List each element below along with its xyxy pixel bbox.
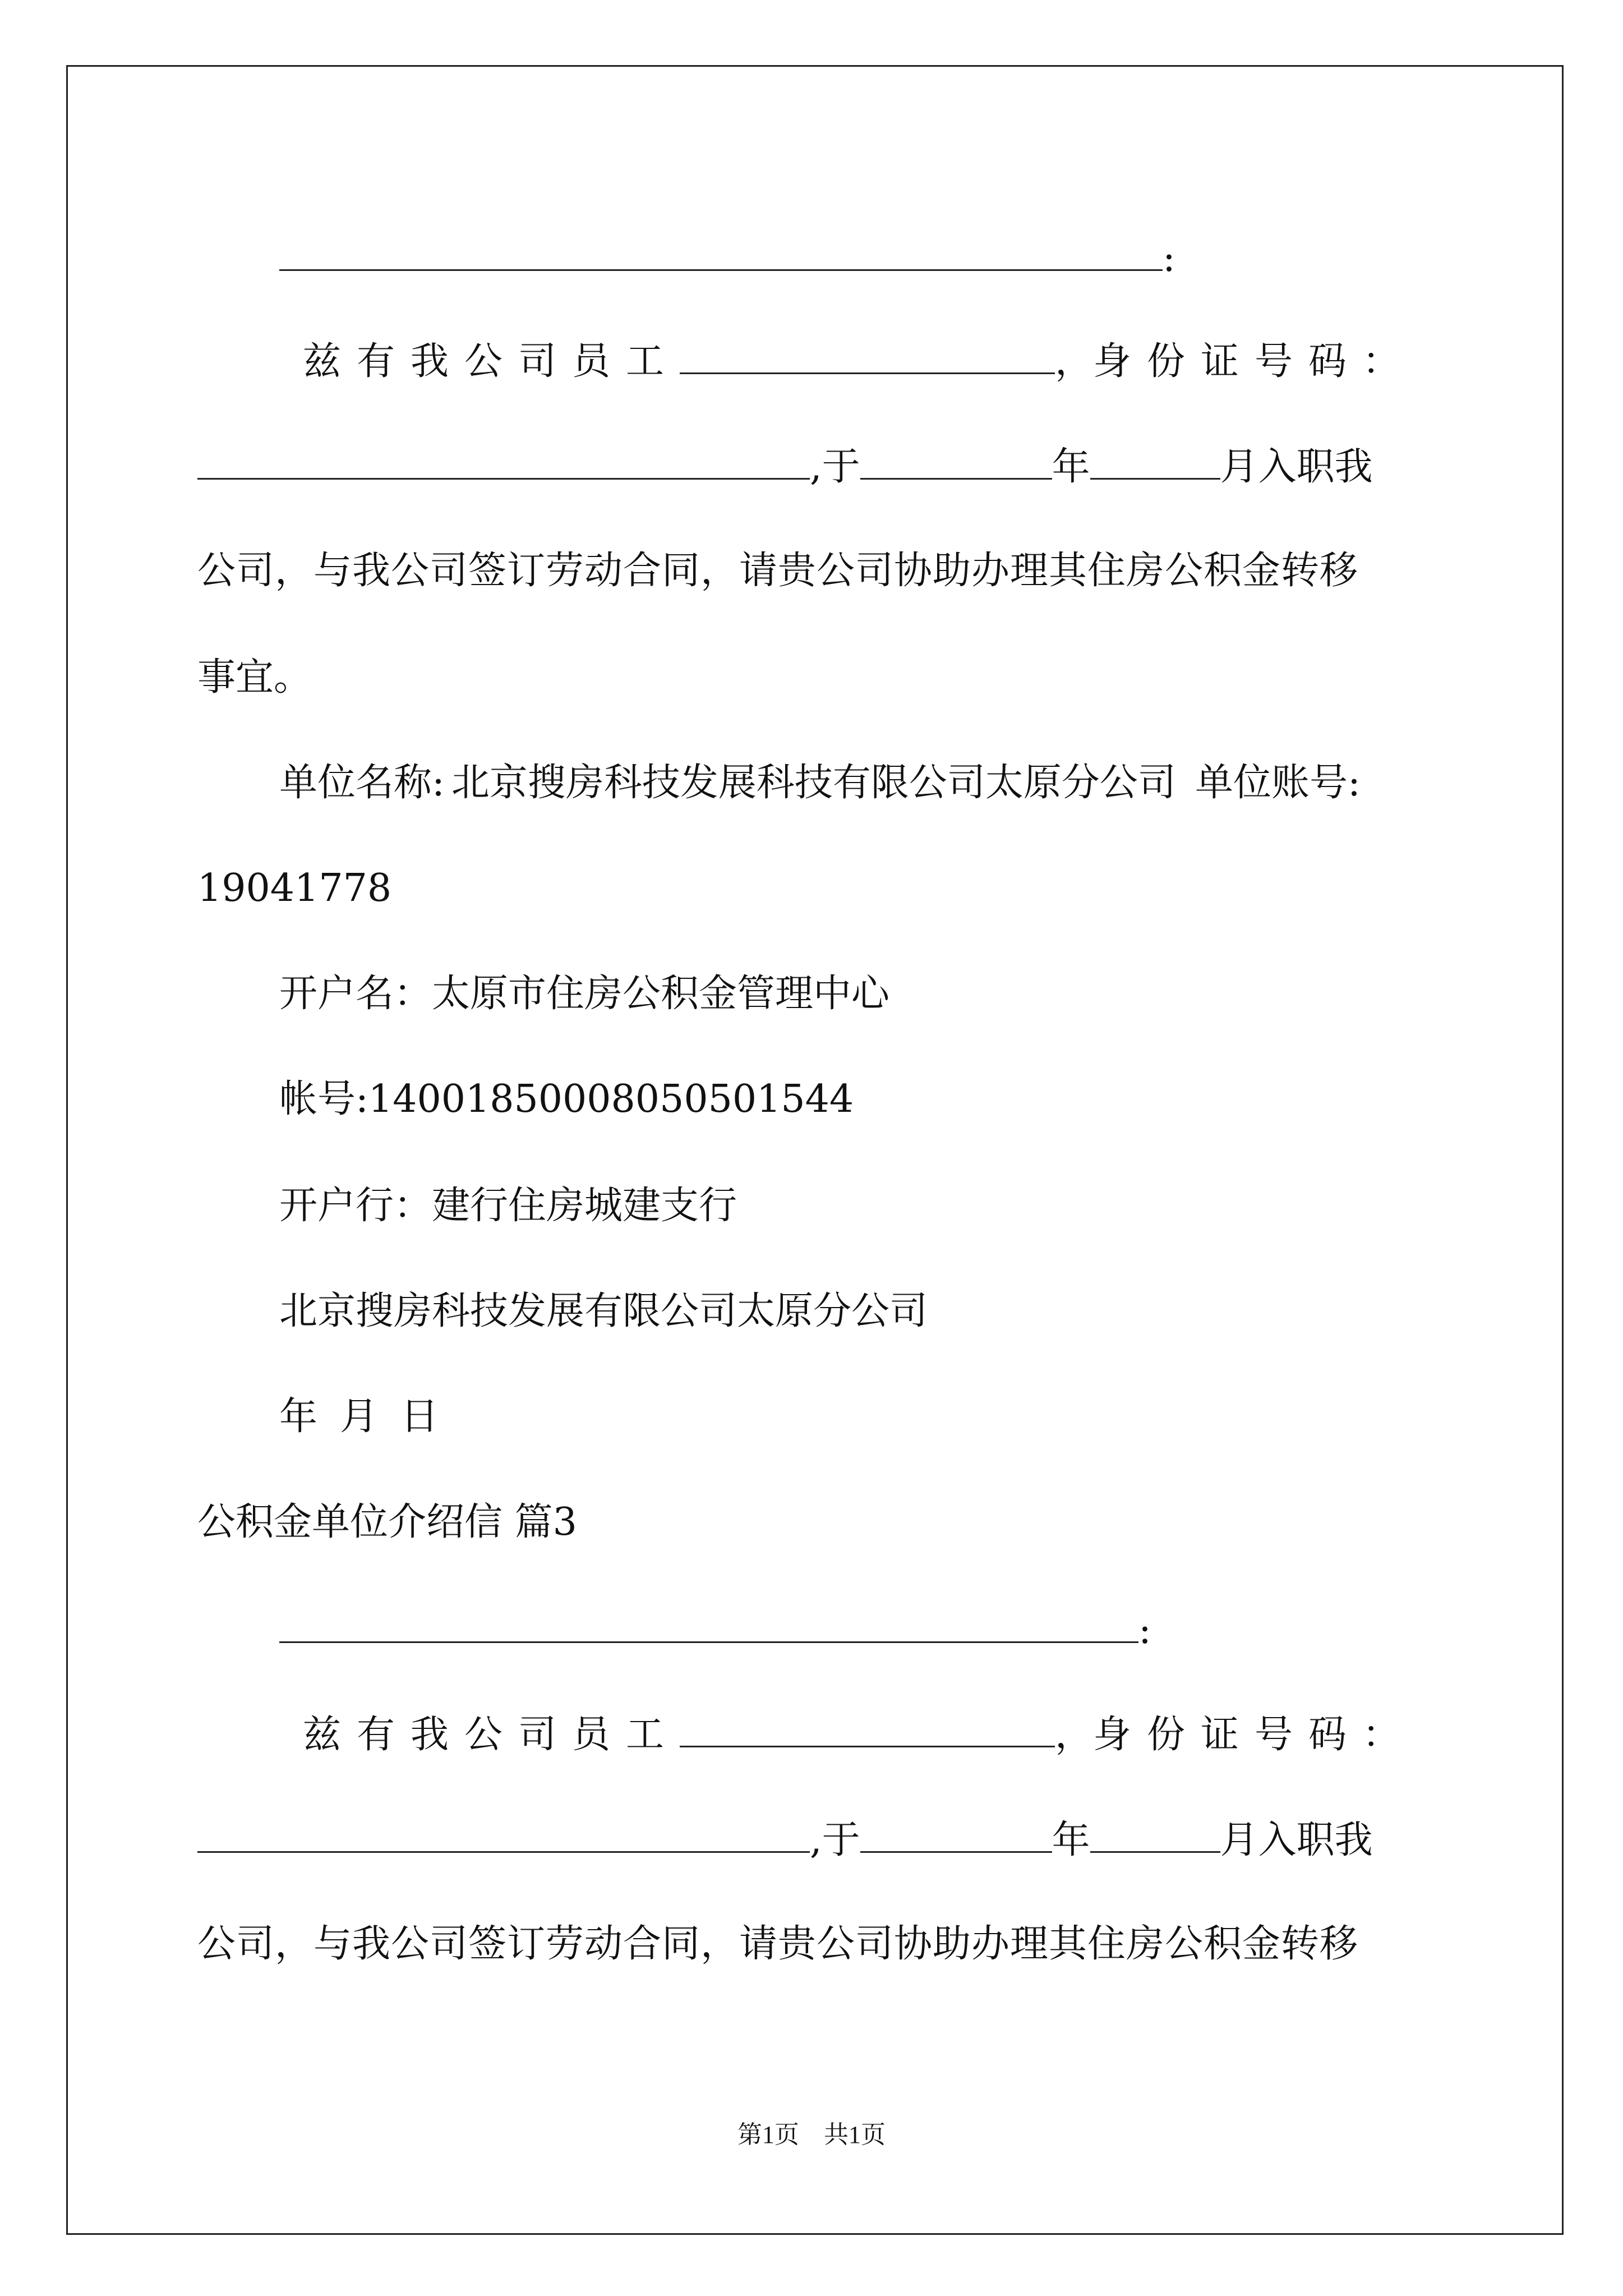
addressee-blank-2[interactable]	[279, 1607, 1138, 1643]
bank-name: 开户行：建行住房城建支行	[279, 1184, 737, 1228]
addressee-blank[interactable]	[279, 234, 1163, 271]
employee-comma: ，	[1054, 339, 1093, 384]
addressee-line	[279, 234, 1175, 279]
account-name: 开户名：太原市住房公积金管理中心	[279, 972, 890, 1016]
date-month: 月	[340, 1395, 379, 1439]
entry-year-blank-2[interactable]	[860, 1816, 1052, 1853]
id-number-label-2: 身份证号码：	[1092, 1713, 1416, 1757]
unit-name-label: 单位名称:	[279, 761, 445, 805]
id-number-blank[interactable]	[197, 443, 810, 480]
page-footer: 第1页 共1页	[737, 2121, 886, 2148]
entry-year-label-2: 年	[1052, 1818, 1090, 1862]
employee-prefix: 兹有我公司员工	[303, 339, 680, 384]
section-heading: 公积金单位介绍信 篇3	[197, 1500, 577, 1544]
employee-prefix-2: 兹有我公司员工	[303, 1713, 680, 1757]
employee-line-2	[303, 1711, 1416, 1756]
addressee-colon-2: :	[1138, 1608, 1151, 1653]
id-date-line-2	[197, 1816, 1431, 1861]
id-number-blank-2[interactable]	[197, 1816, 810, 1853]
entry-yu-2: ,于	[810, 1818, 860, 1862]
entry-month-blank[interactable]	[1090, 443, 1220, 480]
unit-name-line	[279, 761, 1361, 806]
entry-month-label: 月入职我	[1220, 445, 1373, 489]
entry-month-label-2: 月入职我	[1220, 1818, 1373, 1862]
date-day: 日	[400, 1395, 439, 1439]
id-date-line	[197, 443, 1431, 488]
body-line-3: 公司，与我公司签订劳动合同，请贵公司协助办理其住房公积金转移	[197, 1922, 1359, 1966]
addressee-colon: :	[1163, 236, 1175, 280]
page-border	[66, 65, 1564, 2235]
unit-account-label: 单位账号:	[1195, 761, 1361, 805]
employee-line	[303, 338, 1416, 383]
id-number-label: 身份证号码：	[1092, 339, 1416, 384]
employee-name-blank[interactable]	[680, 338, 1055, 374]
addressee-line-2	[279, 1607, 1151, 1651]
entry-yu: ,于	[810, 445, 860, 489]
account-number: 帐号:14001850008050501544	[279, 1077, 854, 1121]
date-year: 年	[279, 1395, 318, 1439]
body-line-2: 事宜。	[197, 655, 312, 700]
unit-account-value: 19041778	[197, 866, 392, 910]
entry-year-label: 年	[1052, 445, 1090, 489]
entry-year-blank[interactable]	[860, 443, 1052, 480]
entry-month-blank-2[interactable]	[1090, 1816, 1220, 1853]
signature-date	[279, 1395, 439, 1439]
unit-name-value: 北京搜房科技发展科技有限公司太原分公司	[451, 761, 1176, 805]
employee-comma-2: ，	[1054, 1713, 1093, 1757]
body-line-1: 公司，与我公司签订劳动合同，请贵公司协助办理其住房公积金转移	[197, 549, 1359, 593]
company-signature: 北京搜房科技发展有限公司太原分公司	[279, 1289, 928, 1333]
employee-name-blank-2[interactable]	[680, 1711, 1055, 1747]
